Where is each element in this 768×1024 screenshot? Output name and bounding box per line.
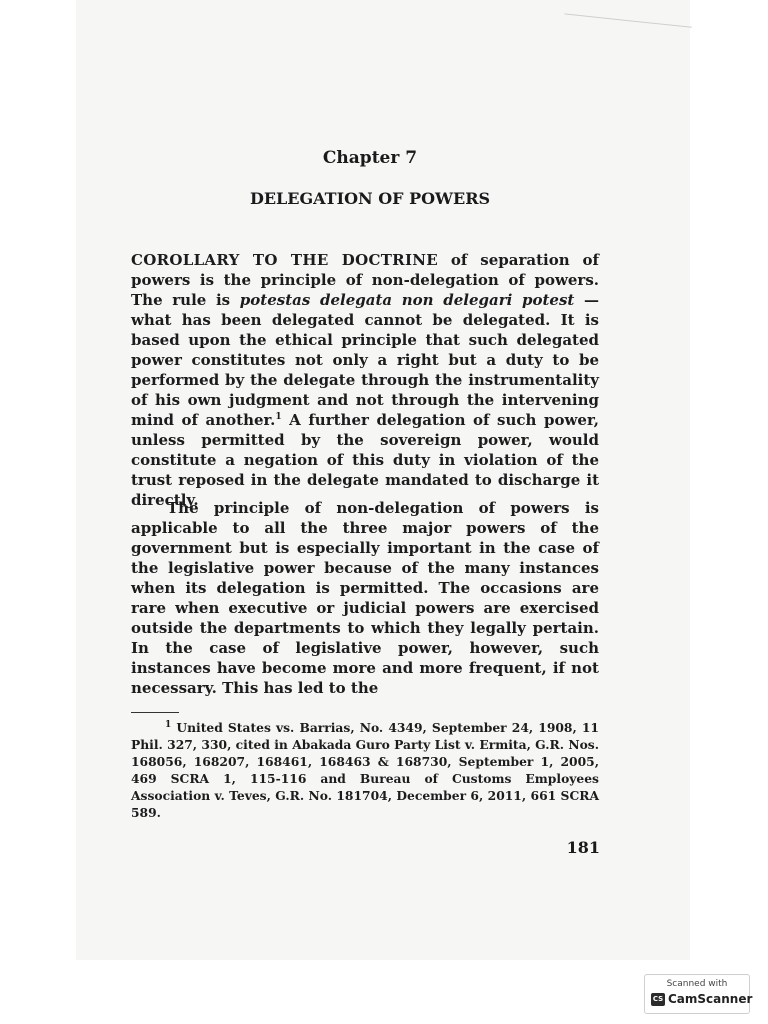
paragraph-1-text-a: of separation of powers is the principle of non-delegation of powers. The rule is bbox=[131, 251, 599, 309]
watermark-caption: Scanned with bbox=[666, 979, 728, 989]
footnote-text: United States vs. Barrias, No. 4349, September 24, 1908, 11 Phil. 327, 330, cited in Abakada Guro Party List v. Ermita, G.R. Nos. 168056, 168207, 168461, 168463 & 168730, September 1, 2005, 469 SCRA 1, 115-116 and Bureau of Customs Employees Association v. Teves, G.R. No. 181704, December 6, 2011, 661 SCRA 589. bbox=[131, 720, 599, 820]
latin-maxim: potestas delegata non delegari potest bbox=[239, 291, 575, 309]
camscanner-logo-icon: CS bbox=[651, 993, 665, 1006]
footnote-reference: 1 bbox=[275, 412, 282, 422]
footnote-marker: 1 bbox=[165, 719, 172, 730]
camscanner-watermark bbox=[644, 974, 753, 1014]
paragraph-1-text-c: A further delegation of such power, unless permitted by the sovereign power, would constitute a negation of this duty in violation of the trust reposed in the delegate mandated to discharge it directly. bbox=[131, 411, 599, 509]
paragraph-1-text-b: — what has been delegated cannot be delegated. It is based upon the ethical principle that such delegated power constitutes not only a right but a duty to be performed by the delegate through the instrumentality of his own judgment and not through the intervening mind of another. bbox=[131, 291, 599, 429]
chapter-title: DELEGATION OF POWERS bbox=[249, 189, 491, 208]
paragraph-1 bbox=[131, 250, 599, 510]
footnote-divider bbox=[131, 712, 179, 713]
watermark-brand: CamScanner bbox=[668, 992, 753, 1006]
paragraph-lead: COROLLARY TO THE DOCTRINE bbox=[131, 251, 438, 269]
footnote bbox=[131, 719, 599, 821]
paragraph-2: The principle of non-delegation of powers is applicable to all the three major powers of the government but is especially important in the case of the legislative power because of the many instances when its delegation is permitted. The occasions are rare when executive or judicial powers are exercised outside the departments to which they legally pertain. In the case of legislative power, however, such instances have become more and more frequent, if not necessary. This has led to the bbox=[131, 499, 599, 697]
chapter-heading: Chapter 7 bbox=[322, 148, 418, 168]
page-number: 181 bbox=[566, 838, 600, 857]
